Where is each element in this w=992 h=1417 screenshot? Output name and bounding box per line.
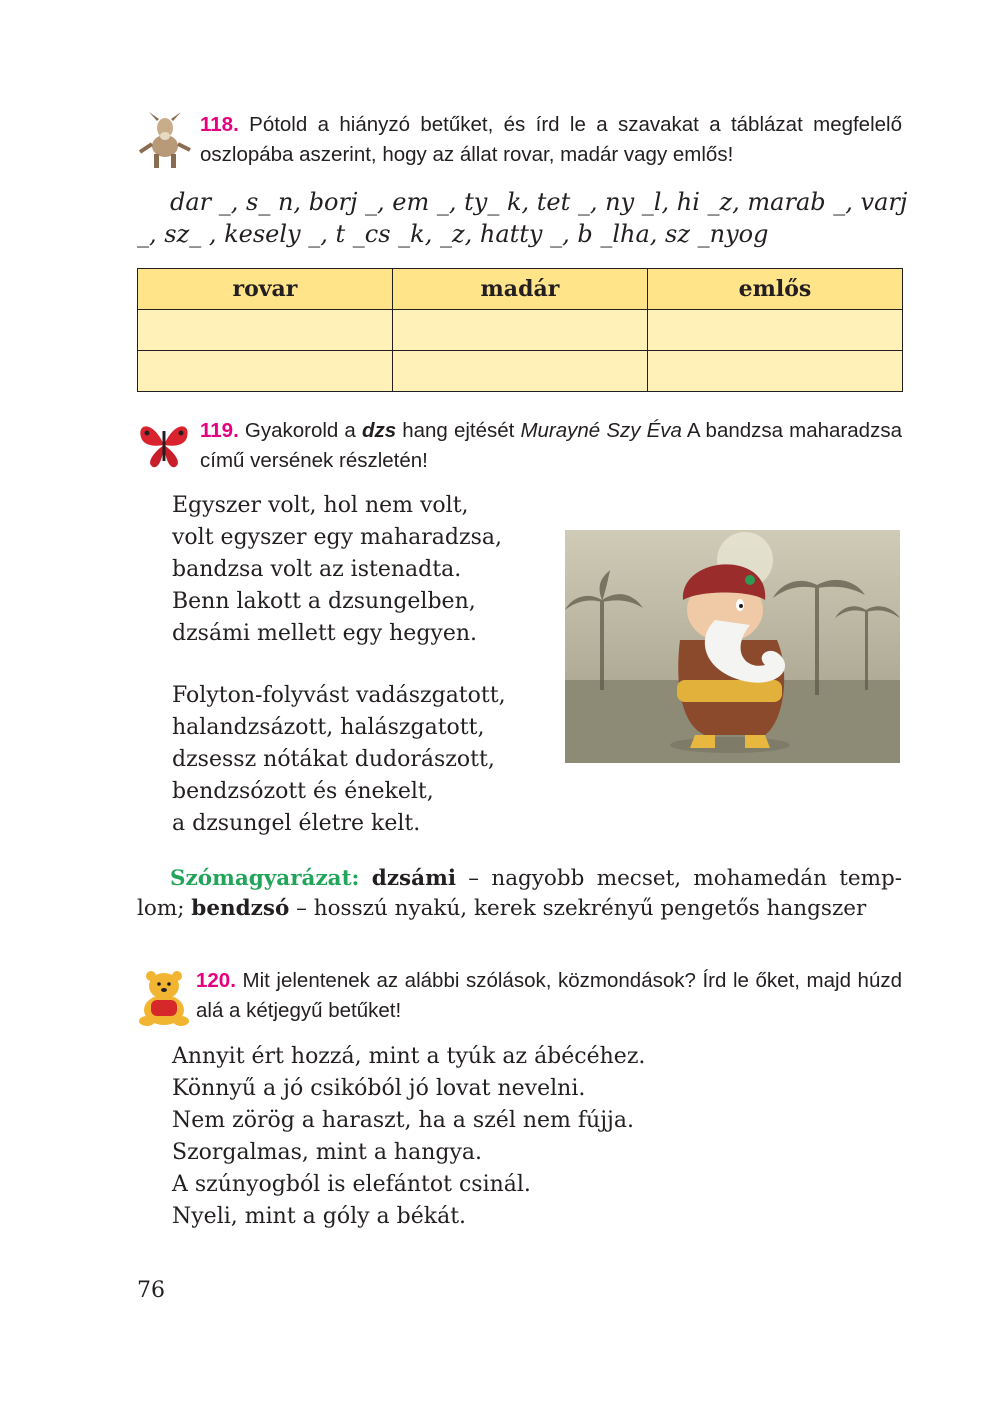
table-cell[interactable]: [138, 310, 393, 351]
saying: Szorgalmas, mint a hangya.: [172, 1140, 482, 1165]
task-119-text-part: A bandzsa maharadzsa című versének részletén!: [200, 419, 902, 472]
header-madar: madár: [392, 269, 647, 310]
header-emlos: emlős: [647, 269, 902, 310]
header-rovar: rovar: [138, 269, 393, 310]
task-119-number: 119.: [200, 419, 239, 442]
glossary-term-dzsami: dzsámi: [371, 866, 456, 891]
poem-line: bendzsózott és énekelt,: [172, 779, 434, 804]
task-118-text: Pótold a hiányzó betűket, és írd le a szavakat a táblázat megfelelő oszlopába aszerint, hogy az állat rovar, madár vagy emlős!: [200, 113, 902, 166]
words-line-2: _, sz_ , kesely _, t _cs _k, _z, hatty _, b _lha, sz _nyog: [137, 220, 769, 248]
glossary-definition: lom;: [137, 896, 192, 921]
table-cell[interactable]: [647, 310, 902, 351]
table-cell[interactable]: [392, 351, 647, 392]
task-119-author: Murayné Szy Éva: [520, 419, 682, 442]
glossary-term-bendzso: bendzsó: [191, 896, 290, 921]
saying: Nyeli, mint a góly a békát.: [172, 1204, 467, 1229]
task-119-instruction: [200, 416, 902, 476]
butterfly-icon: [135, 415, 193, 473]
poem-line: Egyszer volt, hol nem volt,: [172, 493, 469, 518]
table-cell[interactable]: [138, 351, 393, 392]
task-120-instruction: [196, 966, 902, 1026]
saying: Nem zörög a haraszt, ha a szél nem fújja.: [172, 1108, 634, 1133]
task-120-number: 120.: [196, 969, 236, 992]
task-119-text-part: Gyakorold a: [244, 419, 362, 442]
poem-line: halandzsázott, halászgatott,: [172, 715, 485, 740]
poem: [172, 490, 506, 840]
task-119-dzs: dzs: [361, 419, 397, 442]
sort-table: [137, 268, 903, 392]
words-line-1: dar _, s_ n, borj _, em _, ty_ k, tet _, ny _l, hi _z, marab _, varj: [170, 188, 908, 216]
task-118-number: 118.: [200, 113, 239, 136]
saying: Könnyű a jó csikóból jó lovat nevelni.: [172, 1076, 586, 1101]
saying: Annyit ért hozzá, mint a tyúk az ábécéhez.: [172, 1044, 646, 1069]
poem-line: dzsámi mellett egy hegyen.: [172, 621, 478, 646]
poem-line: dzsessz nótákat dudorászott,: [172, 747, 495, 772]
donkey-icon: [137, 112, 193, 172]
bear-icon: [135, 966, 193, 1028]
table-cell[interactable]: [647, 351, 902, 392]
poem-line: Benn lakott a dzsungelben,: [172, 589, 476, 614]
poem-line: volt egyszer egy maharadzsa,: [172, 525, 502, 550]
maharaja-illustration: [565, 530, 900, 763]
poem-line: Folyton-folyvást vadászgatott,: [172, 683, 506, 708]
task-120-text: Mit jelentenek az alábbi szólások, közmondások? Írd le őket, majd húzd alá a kétjegyű betűket!: [196, 969, 903, 1022]
glossary-definition: – hosszú nyakú, kerek szekrényű pengetős hangszer: [289, 896, 867, 921]
glossary-definition: – nagyobb mecset, mohamedán temp-: [456, 866, 902, 891]
page-number: 76: [137, 1278, 165, 1303]
glossary: [170, 864, 902, 894]
table-cell[interactable]: [392, 310, 647, 351]
poem-line: a dzsungel életre kelt.: [172, 811, 421, 836]
task-119-text-part: hang ejtését: [396, 419, 521, 442]
glossary-line-2: [137, 894, 866, 924]
glossary-label: Szómagyarázat:: [170, 866, 360, 891]
poem-line: bandzsa volt az istenadta.: [172, 557, 462, 582]
task-118-instruction: [200, 110, 902, 170]
sayings-list: [172, 1041, 645, 1233]
saying: A szúnyogból is elefántot csinál.: [172, 1172, 531, 1197]
